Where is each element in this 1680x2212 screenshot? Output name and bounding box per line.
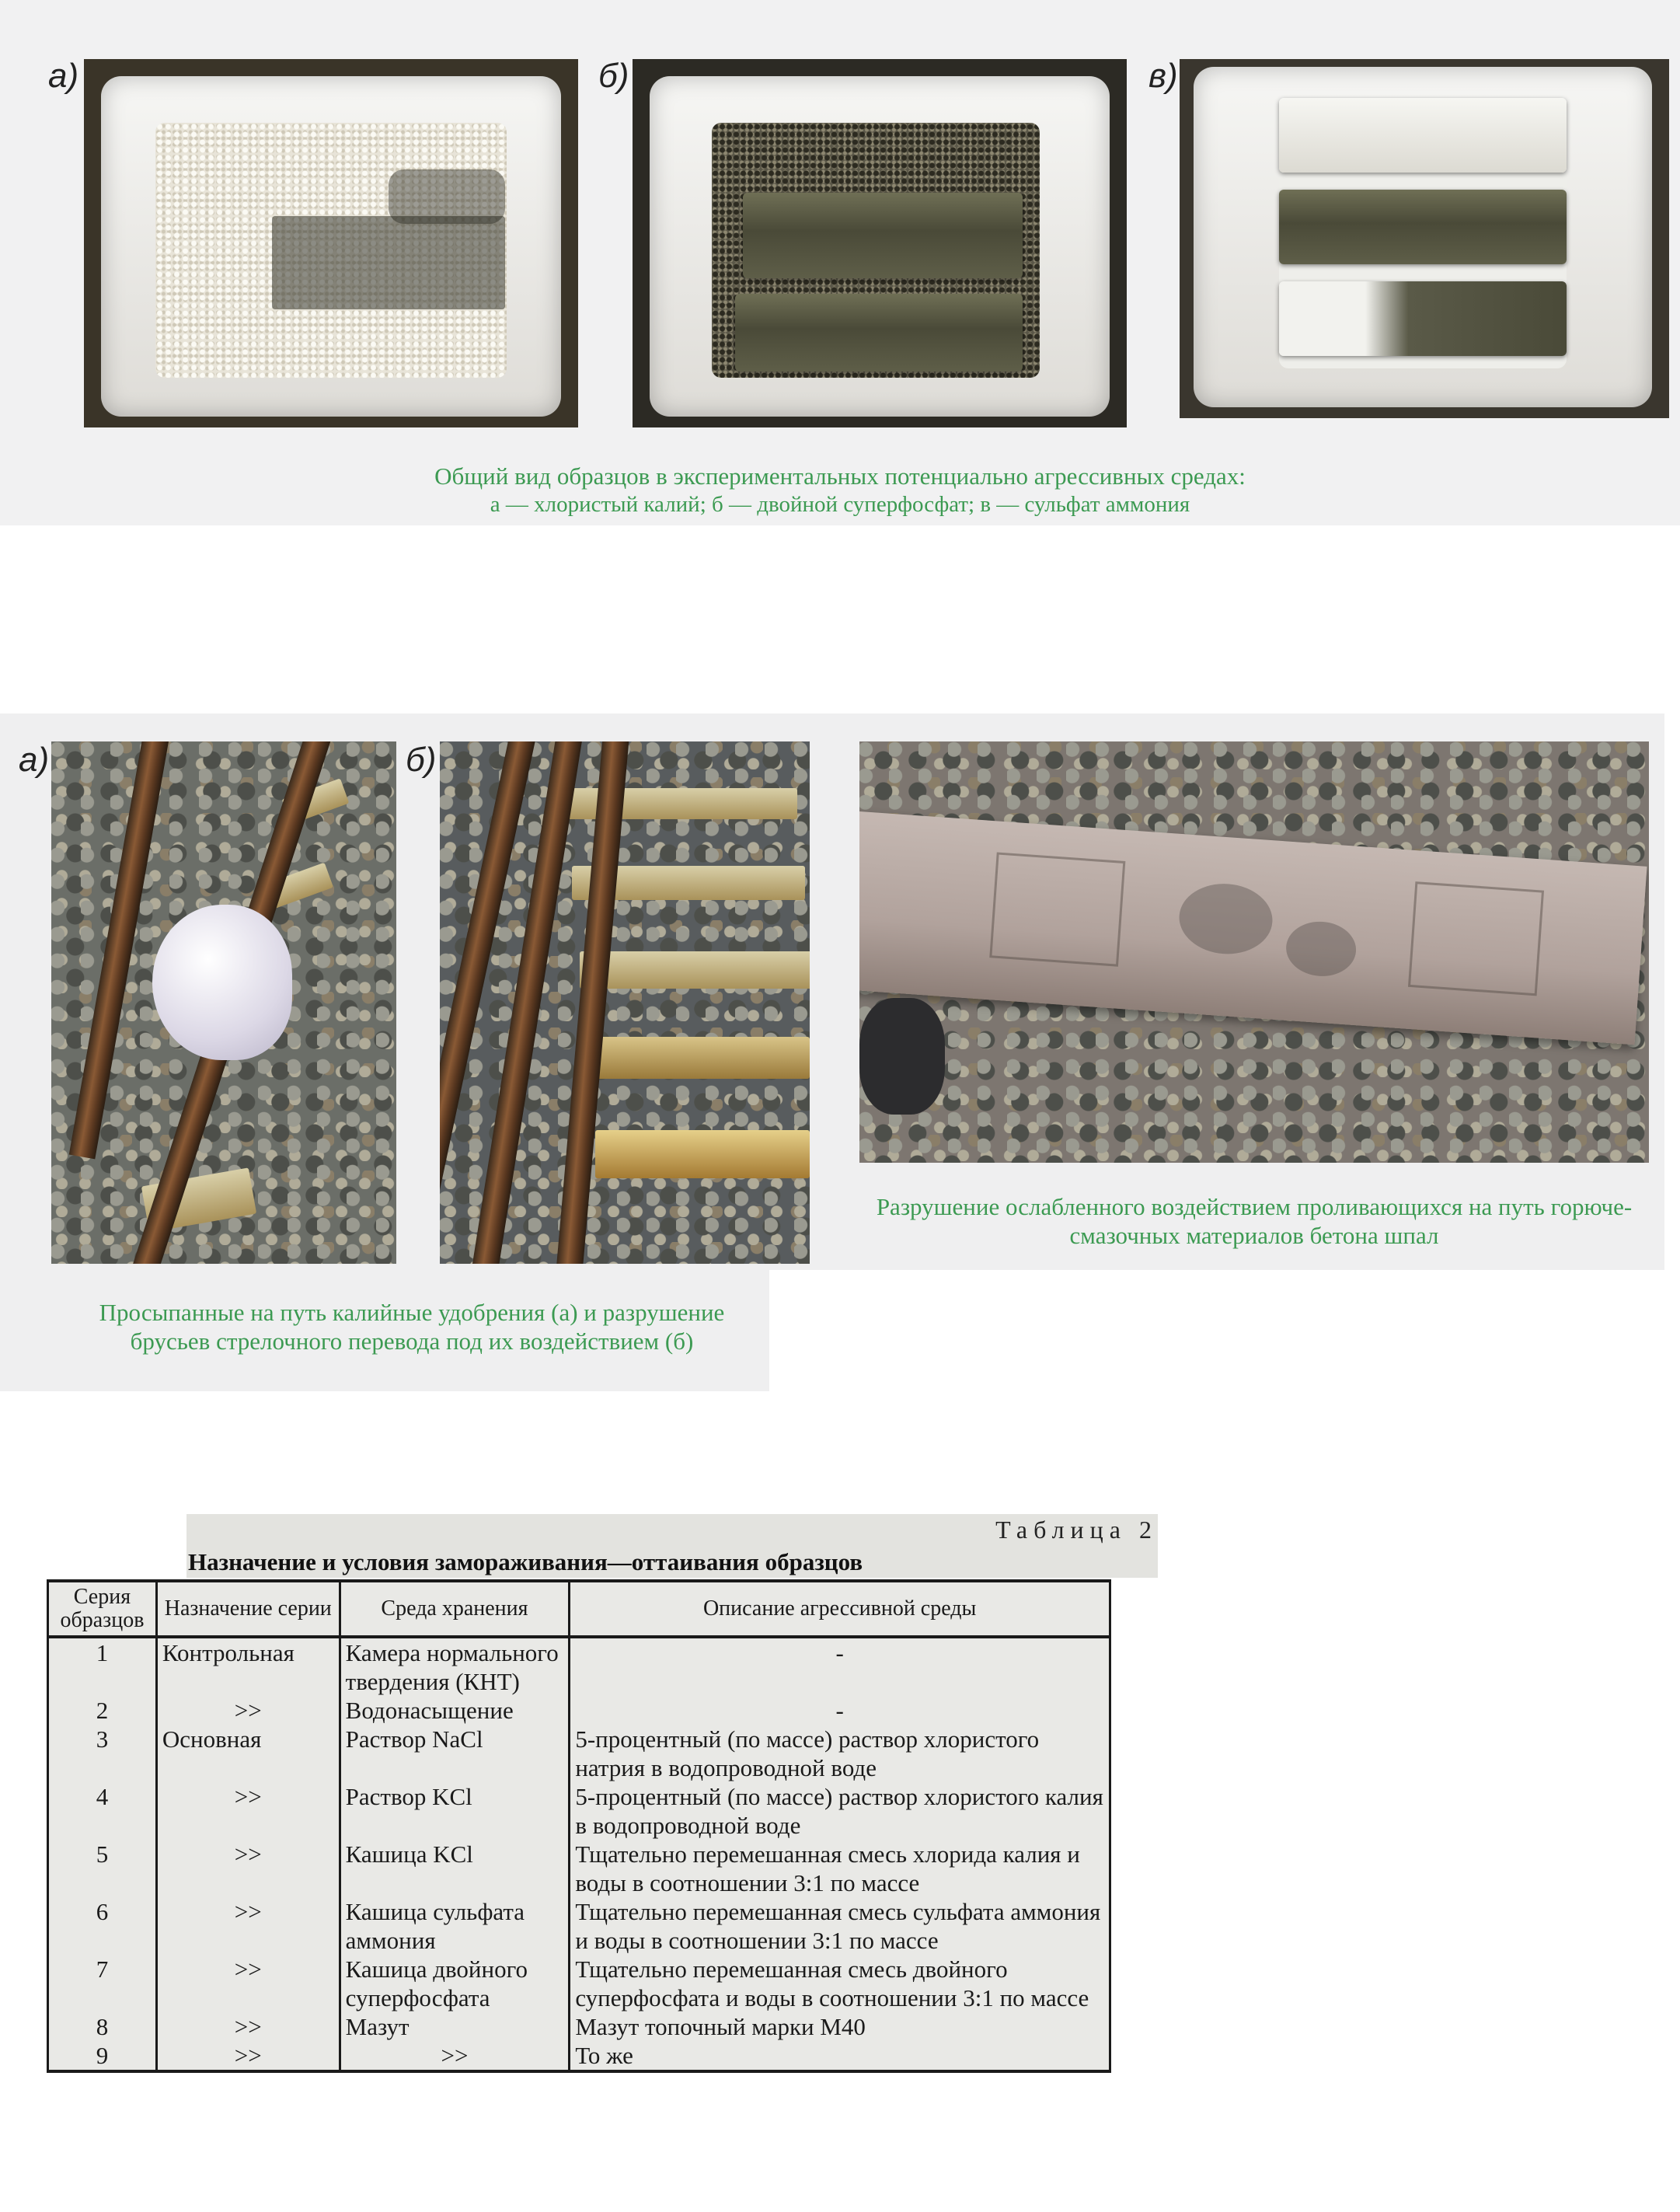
cell-medium: >> xyxy=(340,2041,570,2071)
figure2-caption-right: Разрушение ослабленного воздействием проливающихся на путь горюче-смазочных материалов бетона шпал xyxy=(876,1193,1633,1249)
photo-damaged-switch-timbers xyxy=(440,741,810,1264)
figure2-caption-left: Просыпанные на путь калийные удобрения (а) и разрушение брусьев стрелочного перевода под их воздействием (б) xyxy=(99,1299,725,1355)
cell-purpose: >> xyxy=(156,1840,340,1897)
figure1-caption-line2: а — хлористый калий; б — двойной суперфосфат; в — сульфат аммония xyxy=(490,492,1190,517)
cell-description: - xyxy=(570,1637,1110,1696)
cell-description: 5-процентный (по массе) раствор хлористого натрия в водопроводной воде xyxy=(570,1725,1110,1782)
cell-medium: Кашица двойного суперфосфата xyxy=(340,1955,570,2012)
cell-series: 9 xyxy=(48,2041,157,2071)
cell-series: 2 xyxy=(48,1696,157,1725)
figure1-caption-line1: Общий вид образцов в экспериментальных потенциально агрессивных средах: xyxy=(434,462,1246,490)
cell-description: 5-процентный (по массе) раствор хлористого калия в водопроводной воде xyxy=(570,1782,1110,1840)
cell-description: Тщательно перемешанная смесь сульфата аммония и воды в соотношении 3:1 по массе xyxy=(570,1897,1110,1955)
cell-series: 6 xyxy=(48,1897,157,1955)
table-number: Таблица 2 xyxy=(995,1516,1158,1544)
cell-description: Тщательно перемешанная смесь хлорида калия и воды в соотношении 3:1 по массе xyxy=(570,1840,1110,1897)
cell-series: 1 xyxy=(48,1637,157,1696)
cell-purpose: >> xyxy=(156,1696,340,1725)
cell-medium: Раствор KCl xyxy=(340,1782,570,1840)
cell-purpose: >> xyxy=(156,2041,340,2071)
table-row xyxy=(48,1696,1110,1725)
cell-purpose: Основная xyxy=(156,1725,340,1782)
cell-purpose: >> xyxy=(156,2012,340,2041)
figure-track-damage xyxy=(0,713,1664,1391)
cell-series: 5 xyxy=(48,1840,157,1897)
table-row xyxy=(48,1725,1110,1782)
panel-letter-a: а) xyxy=(48,57,79,95)
table-row xyxy=(48,1840,1110,1897)
cell-medium: Камера нормального твердения (КНТ) xyxy=(340,1637,570,1696)
table-row xyxy=(48,2012,1110,2041)
header-medium-description: Описание агрессивной среды xyxy=(570,1581,1110,1637)
table-row xyxy=(48,1955,1110,2012)
cell-medium: Раствор NaCl xyxy=(340,1725,570,1782)
cell-series: 8 xyxy=(48,2012,157,2041)
cell-description: - xyxy=(570,1696,1110,1725)
cell-medium: Кашица сульфата аммония xyxy=(340,1897,570,1955)
data-table xyxy=(47,1579,1111,2073)
header-storage-medium: Среда хранения xyxy=(340,1581,570,1637)
cell-description: Мазут топочный марки М40 xyxy=(570,2012,1110,2041)
photo-ammonium-sulfate-tray xyxy=(1180,59,1669,418)
cell-medium: Кашица KCl xyxy=(340,1840,570,1897)
cell-series: 3 xyxy=(48,1725,157,1782)
panel-letter-a: а) xyxy=(19,741,50,779)
table-row xyxy=(48,2041,1110,2071)
cell-description: Тщательно перемешанная смесь двойного суперфосфата и воды в соотношении 3:1 по массе xyxy=(570,1955,1110,2012)
cell-description: То же xyxy=(570,2041,1110,2071)
cell-purpose: >> xyxy=(156,1955,340,2012)
panel-letter-b: б) xyxy=(598,57,629,95)
photo-spilled-fertilizer xyxy=(51,741,396,1264)
table-header-row xyxy=(48,1581,1110,1637)
table-row xyxy=(48,1782,1110,1840)
cell-purpose: >> xyxy=(156,1897,340,1955)
table-row xyxy=(48,1637,1110,1696)
table-title: Назначение и условия замораживания—оттаивания образцов xyxy=(188,1548,863,1575)
cell-purpose: Контрольная xyxy=(156,1637,340,1696)
panel-letter-b: б) xyxy=(406,741,437,779)
cell-medium: Мазут xyxy=(340,2012,570,2041)
figure-samples-in-media xyxy=(0,0,1680,525)
cell-medium: Водонасыщение xyxy=(340,1696,570,1725)
cell-purpose: >> xyxy=(156,1782,340,1840)
header-purpose: Назначение серии xyxy=(156,1581,340,1637)
photo-superphosphate-tray xyxy=(633,59,1127,427)
photo-damaged-concrete-sleeper xyxy=(859,741,1649,1163)
cell-series: 7 xyxy=(48,1955,157,2012)
table-row xyxy=(48,1897,1110,1955)
panel-letter-c: в) xyxy=(1148,57,1178,95)
header-series: Серия образцов xyxy=(48,1581,157,1637)
cell-series: 4 xyxy=(48,1782,157,1840)
photo-potassium-chloride-tray xyxy=(84,59,578,427)
